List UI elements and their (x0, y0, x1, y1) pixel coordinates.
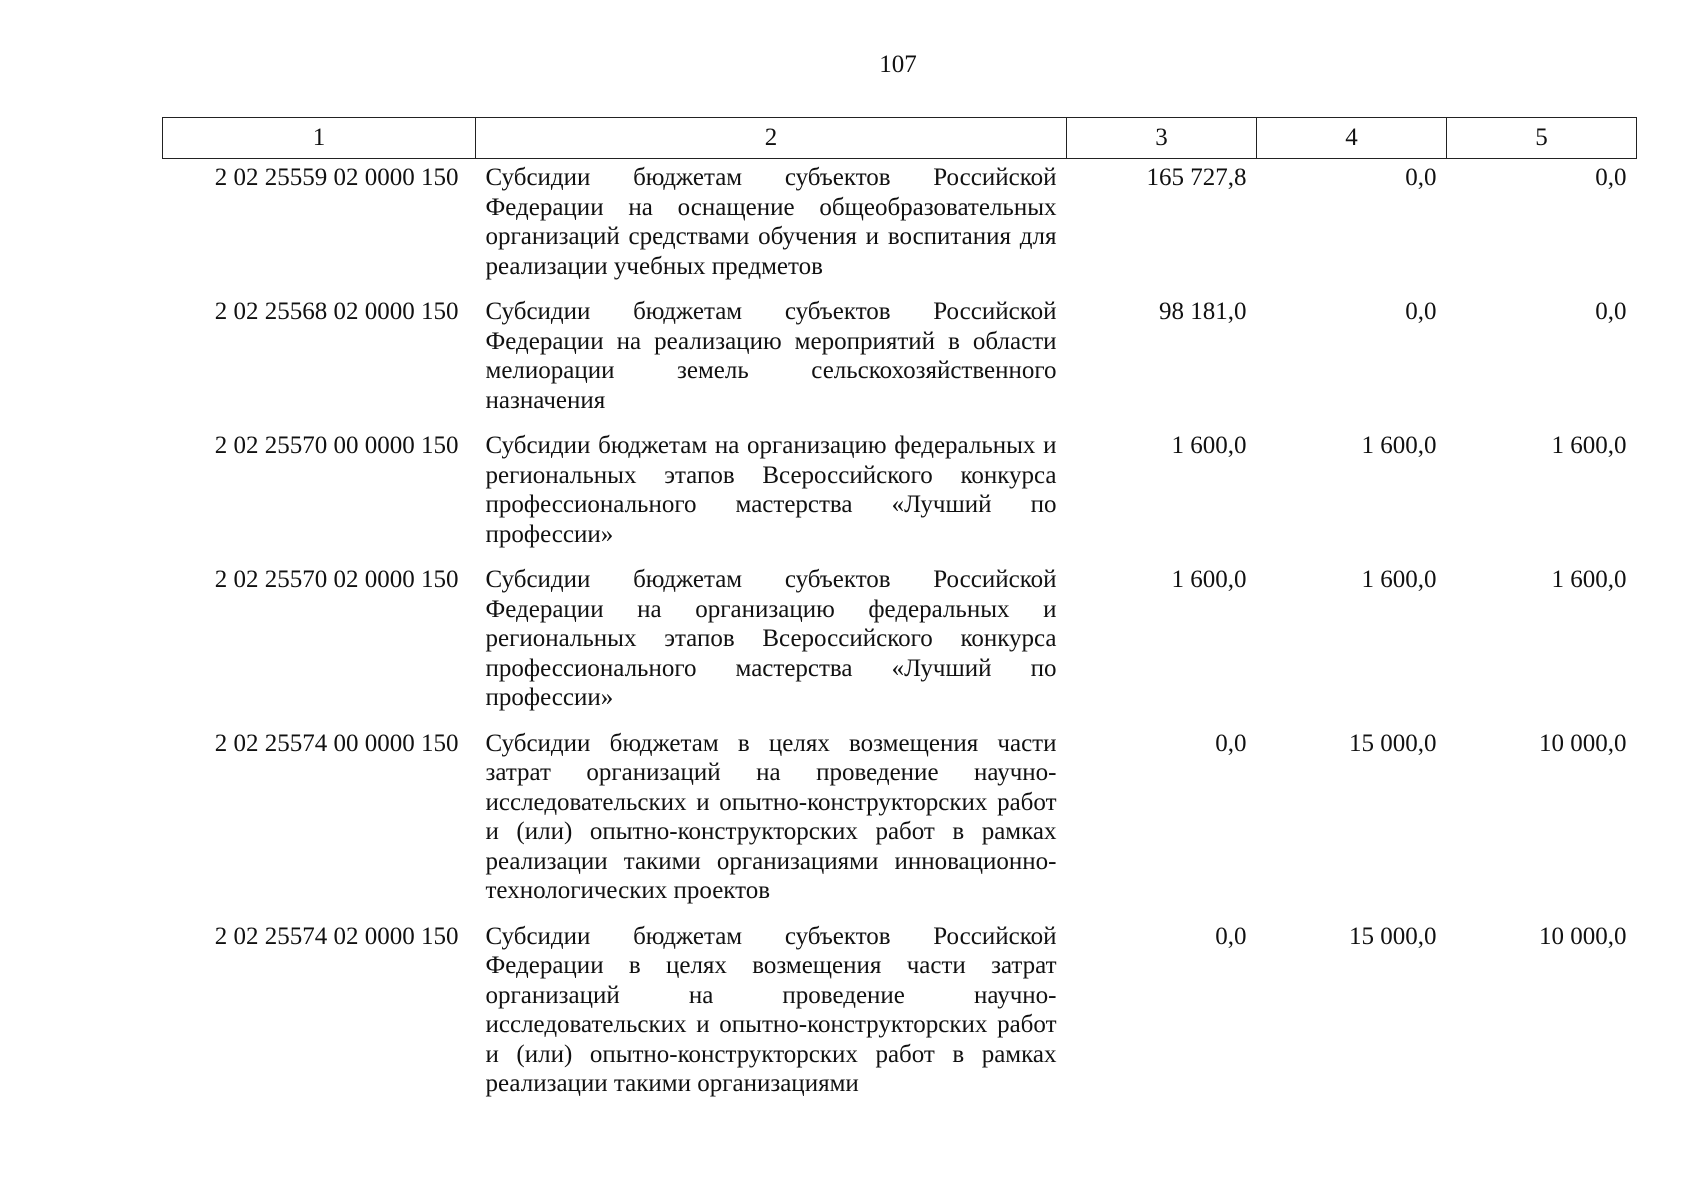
table-header-row (163, 118, 1637, 159)
amount-col-4: 15 000,0 (1349, 922, 1437, 950)
table-row (163, 725, 1637, 918)
budget-code: 2 02 25574 02 0000 150 (214, 922, 459, 950)
table-row (163, 918, 1637, 1111)
budget-code: 2 02 25570 02 0000 150 (214, 566, 459, 593)
budget-description: Субсидии бюджетам субъектов Российской Федерации на оснащение общеобразовательных организаций средствами обучения и воспитания для реализации учебных предметов (485, 164, 1057, 280)
amount-col-3: 1 600,0 (1171, 566, 1247, 593)
page-number: 107 (879, 51, 917, 78)
amount-col-5: 1 600,0 (1551, 566, 1627, 593)
budget-code: 2 02 25568 02 0000 150 (214, 298, 459, 325)
budget-description: Субсидии бюджетам субъектов Российской Федерации на реализацию мероприятий в области мелиорации земель сельскохозяйственного назначения (485, 298, 1057, 414)
amount-col-5: 10 000,0 (1539, 922, 1627, 950)
budget-description: Субсидии бюджетам в целях возмещения части затрат организаций на проведение научно-исследовательских и опытно-конструкторских работ и (или) опытно-конструкторских работ в рамках реализации такими организациями инновационно-технологических проектов (485, 729, 1057, 904)
table-row (163, 561, 1637, 725)
table-row (163, 293, 1637, 427)
amount-col-4: 1 600,0 (1361, 566, 1437, 593)
amount-col-3: 0,0 (1215, 922, 1247, 950)
amount-col-4: 0,0 (1405, 298, 1437, 325)
amount-col-4: 15 000,0 (1349, 729, 1437, 757)
amount-col-4: 0,0 (1405, 164, 1437, 191)
amount-col-4: 1 600,0 (1361, 432, 1437, 459)
budget-table-container (162, 117, 1636, 1111)
budget-code: 2 02 25570 00 0000 150 (214, 432, 459, 459)
header-col-1: 1 (163, 118, 476, 159)
amount-col-3: 165 727,8 (1146, 164, 1247, 191)
amount-col-5: 10 000,0 (1539, 729, 1627, 757)
amount-col-5: 0,0 (1595, 164, 1627, 191)
header-col-4: 4 (1257, 118, 1447, 159)
budget-description: Субсидии бюджетам субъектов Российской Федерации на организацию федеральных и региональных этапов Всероссийского конкурса профессионального мастерства «Лучший по профессии» (485, 566, 1057, 711)
budget-code: 2 02 25574 00 0000 150 (214, 729, 459, 757)
amount-col-3: 1 600,0 (1171, 432, 1247, 459)
table-row (163, 427, 1637, 561)
amount-col-3: 98 181,0 (1159, 298, 1247, 325)
budget-description: Субсидии бюджетам субъектов Российской Федерации в целях возмещения части затрат организаций на проведение научно-исследовательских и опытно-конструкторских работ и (или) опытно-конструкторских работ в рамках реализации такими организациями (485, 922, 1057, 1097)
budget-description: Субсидии бюджетам на организацию федеральных и региональных этапов Всероссийского конкурса профессионального мастерства «Лучший по профессии» (485, 432, 1057, 548)
table-row (163, 159, 1637, 294)
amount-col-3: 0,0 (1215, 729, 1247, 757)
header-col-5: 5 (1447, 118, 1637, 159)
amount-col-5: 0,0 (1595, 298, 1627, 325)
header-col-2: 2 (476, 118, 1067, 159)
amount-col-5: 1 600,0 (1551, 432, 1627, 459)
budget-code: 2 02 25559 02 0000 150 (214, 164, 459, 191)
header-col-3: 3 (1067, 118, 1257, 159)
budget-revenue-table (162, 117, 1637, 1111)
